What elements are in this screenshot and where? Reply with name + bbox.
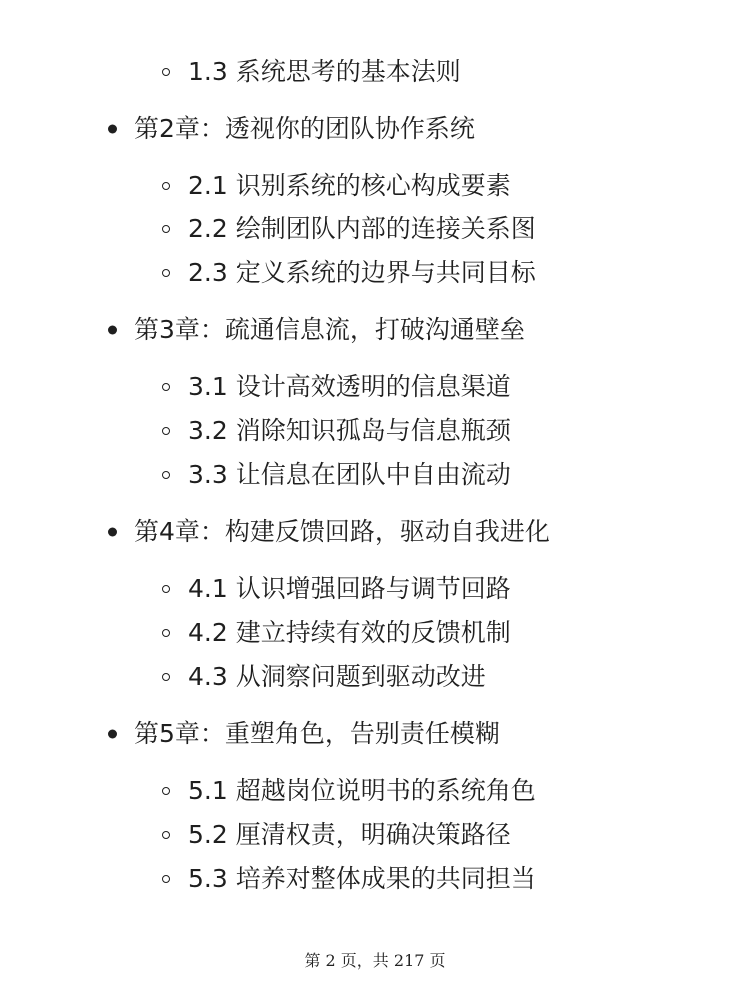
- toc-item-text: 2.1 识别系统的核心构成要素: [188, 171, 511, 200]
- hollow-bullet-icon: [162, 585, 170, 593]
- filled-bullet-icon: [108, 326, 117, 335]
- hollow-bullet-icon: [162, 673, 170, 681]
- toc-item-text: 第5章：重塑角色，告别责任模糊: [134, 719, 500, 748]
- toc-item-text: 2.2 绘制团队内部的连接关系图: [188, 214, 536, 243]
- hollow-bullet-icon: [162, 831, 170, 839]
- toc-item-text: 第3章：疏通信息流，打破沟通壁垒: [134, 315, 525, 344]
- hollow-bullet-icon: [162, 225, 170, 233]
- toc-section-5-3: [160, 859, 536, 899]
- toc-item-text: 4.3 从洞察问题到驱动改进: [188, 662, 486, 691]
- toc-section-3-2: [160, 411, 511, 451]
- toc-section-4-2: [160, 613, 511, 653]
- page-number-footer: 第 2 页，共 217 页: [304, 951, 446, 970]
- toc-item-text: 5.2 厘清权责，明确决策路径: [188, 820, 511, 849]
- toc-section-3-3: [160, 455, 511, 495]
- toc-item-text: 5.1 超越岗位说明书的系统角色: [188, 776, 536, 805]
- toc-section-5-1: [160, 771, 536, 811]
- hollow-bullet-icon: [162, 787, 170, 795]
- toc-section-4-3: [160, 657, 486, 697]
- toc-chapter-2: [108, 109, 475, 149]
- toc-item-text: 2.3 定义系统的边界与共同目标: [188, 258, 536, 287]
- hollow-bullet-icon: [162, 68, 170, 76]
- toc-item-text: 3.3 让信息在团队中自由流动: [188, 460, 511, 489]
- filled-bullet-icon: [108, 125, 117, 134]
- toc-chapter-3: [108, 310, 525, 350]
- toc-item-text: 第2章：透视你的团队协作系统: [134, 114, 475, 143]
- hollow-bullet-icon: [162, 629, 170, 637]
- hollow-bullet-icon: [162, 182, 170, 190]
- toc-item-text: 第4章：构建反馈回路，驱动自我进化: [134, 517, 550, 546]
- hollow-bullet-icon: [162, 383, 170, 391]
- filled-bullet-icon: [108, 528, 117, 537]
- hollow-bullet-icon: [162, 875, 170, 883]
- toc-section-4-1: [160, 569, 511, 609]
- toc-item-text: 3.1 设计高效透明的信息渠道: [188, 372, 511, 401]
- toc-item-text: 4.1 认识增强回路与调节回路: [188, 574, 511, 603]
- toc-section-2-1: [160, 166, 511, 206]
- toc-item-text: 4.2 建立持续有效的反馈机制: [188, 618, 511, 647]
- toc-chapter-5: [108, 714, 500, 754]
- hollow-bullet-icon: [162, 471, 170, 479]
- hollow-bullet-icon: [162, 269, 170, 277]
- toc-chapter-4: [108, 512, 550, 552]
- hollow-bullet-icon: [162, 427, 170, 435]
- toc-section-1-3: [160, 52, 461, 92]
- toc-section-3-1: [160, 367, 511, 407]
- toc-item-text: 5.3 培养对整体成果的共同担当: [188, 864, 536, 893]
- filled-bullet-icon: [108, 730, 117, 739]
- toc-section-2-3: [160, 253, 536, 293]
- toc-item-text: 1.3 系统思考的基本法则: [188, 57, 461, 86]
- toc-section-2-2: [160, 209, 536, 249]
- toc-section-5-2: [160, 815, 511, 855]
- toc-item-text: 3.2 消除知识孤岛与信息瓶颈: [188, 416, 511, 445]
